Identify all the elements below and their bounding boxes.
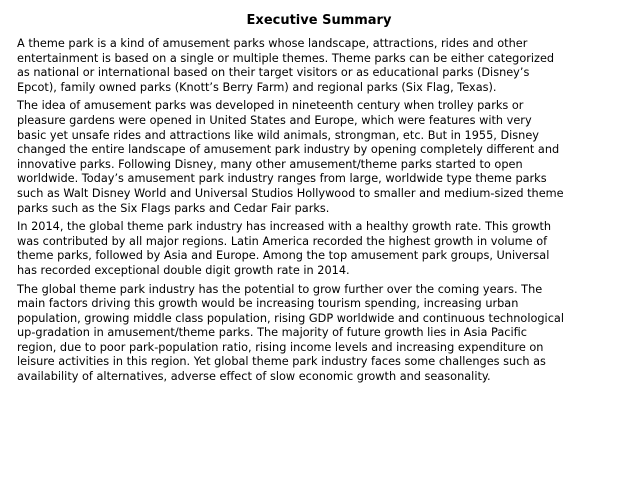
text-line: as national or international based on their target visitors or as educational parks (Disney’s [17,66,530,80]
text-line: entertainment is based on a single or multiple themes. Theme parks can be either categorized [17,51,555,65]
text-line: The idea of amusement parks was developed in nineteenth century when trolley parks or [17,99,524,113]
text-line: changed the entire landscape of amusement park industry by opening completely different and [17,143,560,157]
text-line: such as Walt Disney World and Universal Studios Hollywood to smaller and medium-sized theme [17,186,564,200]
paragraph-history [17,99,617,216]
paragraph-outlook [17,283,617,385]
text-line: availability of alternatives, adverse effect of slow economic growth and seasonality. [17,370,491,384]
paragraph-2014-growth [17,220,617,278]
text-line: In 2014, the global theme park industry has increased with a healthy growth rate. This growth [17,220,552,234]
text-line: Epcot), family owned parks (Knott’s Berry Farm) and regional parks (Six Flag, Texas). [17,80,497,94]
text-line: region, due to poor park-population ratio, rising income levels and increasing expenditure on [17,340,544,354]
text-line: pleasure gardens were opened in United States and Europe, which were features with very [17,113,532,127]
text-line: theme parks, followed by Asia and Europe. Among the top amusement park groups, Universal [17,249,550,263]
text-line: parks such as the Six Flags parks and Cedar Fair parks. [17,201,330,215]
text-line: leisure activities in this region. Yet global theme park industry faces some challenges such as [17,355,546,369]
text-line: main factors driving this growth would be increasing tourism spending, increasing urban [17,297,519,311]
text-line: has recorded exceptional double digit growth rate in 2014. [17,263,350,277]
text-line: A theme park is a kind of amusement parks whose landscape, attractions, rides and other [17,37,528,50]
text-line: The global theme park industry has the potential to grow further over the coming years. The [17,282,543,296]
text-line: basic yet unsafe rides and attractions like wild animals, strongman, etc. But in 1955, Disney [17,128,539,142]
text-line: was contributed by all major regions. Latin America recorded the highest growth in volume of [17,234,548,248]
text-line: worldwide. Today’s amusement park industry ranges from large, worldwide type theme parks [17,172,547,186]
text-line: up-gradation in amusement/theme parks. The majority of future growth lies in Asia Pacific [17,326,527,340]
page-title: Executive Summary [246,13,392,28]
text-line: population, growing middle class population, rising GDP worldwide and continuous technological [17,311,564,325]
paragraph-intro [17,37,617,95]
document-body [17,37,617,389]
text-line: innovative parks. Following Disney, many other amusement/theme parks started to open [17,157,523,171]
